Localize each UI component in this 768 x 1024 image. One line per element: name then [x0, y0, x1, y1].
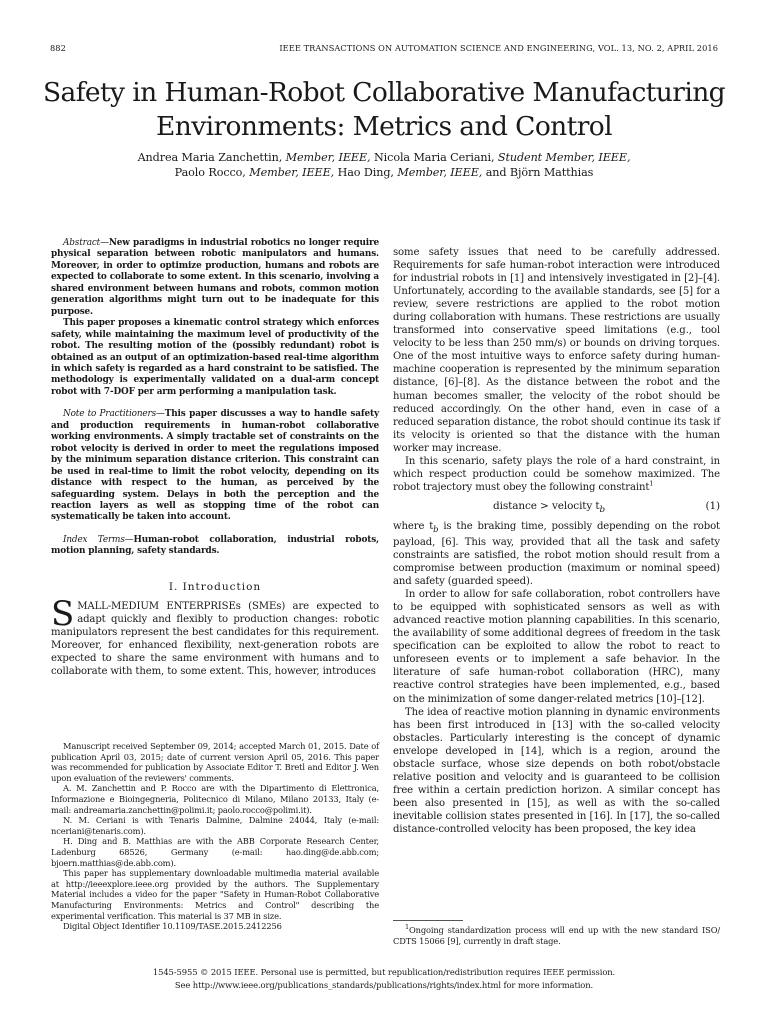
copyright-footer — [40, 966, 728, 992]
footnote-rule — [393, 920, 463, 921]
right-p4: In order to allow for safe collaboration, robot controllers have to be equipped with sophisticated sensors as well as with advanced reactive motion planning capabilities. In this scenario, the availability of some additional degrees of freedom in the task specification can be exploited to allow the robot to react to unforeseen events or to implement a safe behavior. In the literature of safe human-robot collaboration (HRC), many reactive control strategies have been implemented, e.g., based on the minimization of some danger-related metrics [10]–[12]. — [393, 589, 720, 705]
right-p3: where $t_b$ is the braking time, possibly depending on the robot payload, [6]. This way, provided that all the task and safety constraints are satisfied, the robot motion should result from a compromise between production (maximum or nominal speed) and safety (guarded speed). — [393, 520, 720, 588]
right-p2: In this scenario, safety plays the role of a hard constraint, in which respect production could be somehow maximized. The robot trajectory must obey the following constraint — [393, 455, 720, 493]
right-p5: The idea of reactive motion planning in dynamic environments has been first introduced in [13] with the so-called velocity obstacles. Particularly interesting is the concept of dynamic envelope developed in [14], which is a region, around the obstacle surface, whose size depends on both robot/obstacle relative position and velocity and is guaranteed to be collision free within a certain prediction horizon. A similar concept has been also presented in [15], as well as with the so-called inevitable collision states presented in [16]. In [17], the so-called distance-controlled velocity has been proposed, the key idea — [393, 706, 720, 835]
practitioners-label: Note to Practitioners— — [63, 409, 165, 420]
running-header — [50, 43, 718, 55]
footnote-text: Ongoing standardization process will end up with the new standard ISO/ CDTS 15066 [9], currently in draft stage. — [393, 925, 720, 946]
journal-header: IEEE TRANSACTIONS ON AUTOMATION SCIENCE AND ENGINEERING, VOL. 13, NO. 2, APRIL 2016 — [279, 43, 718, 53]
author-role: Member, IEEE, — [397, 166, 483, 179]
author-role: Member, IEEE, — [285, 151, 371, 164]
title-line-1: Safety in Human-Robot Collaborative Manufacturing — [42, 77, 726, 108]
page-number: 882 — [50, 43, 66, 53]
left-column — [51, 238, 379, 678]
equation-number: (1) — [705, 499, 720, 512]
author-role: Member, IEEE, — [249, 166, 335, 179]
section-heading: I. Introduction — [168, 580, 262, 593]
right-column — [393, 246, 720, 836]
author-list — [60, 150, 708, 180]
author-role: Student Member, IEEE, — [497, 151, 631, 164]
author-ceriani: Nicola Maria Ceriani, — [373, 151, 495, 164]
intro-body-left — [51, 593, 379, 678]
footnote-affil-2: N. M. Ceriani is with Tenaris Dalmine, Dalmine 24044, Italy (e-mail: nceriani@tenaris.com). — [51, 815, 379, 836]
copyright-line: 1545-5955 © 2015 IEEE. Personal use is permitted, but republication/redistribution requires IEEE permission. — [152, 967, 616, 977]
author-line-2 — [60, 165, 708, 180]
footnote-ref: 1 — [649, 479, 654, 488]
author-matthias: and Björn Matthias — [485, 166, 594, 179]
paper-title — [30, 76, 738, 144]
index-terms-text: Human-robot collaboration, industrial robots, motion planning, safety standards. — [51, 534, 379, 557]
footnote-supplementary: This paper has supplementary downloadable multimedia material available at http://ieeexplore.ieee.org provided by the authors. The Supplementary Material includes a video for the paper "Safety in Human-Robot Collaborative Manufacturing Environments: Metrics and Control" describing the experimental verification. This material is 37 MB in size. — [51, 868, 379, 921]
title-line-2: Environments: Metrics and Control — [156, 111, 612, 142]
index-terms-label: Index Terms— — [63, 534, 134, 545]
footnote-doi: Digital Object Identifier 10.1109/TASE.2015.2412256 — [63, 921, 282, 932]
footnote-affil-1: A. M. Zanchettin and P. Rocco are with the Dipartimento di Elettronica, Informazione e Bioingegneria, Politecnico di Milano, Milano 20133, Italy (e-mail: andreamaria.zanchettin@polimi.it; paolo.rocco@polimi.it). — [51, 783, 379, 815]
footnotes-left — [51, 741, 379, 932]
rights-link-line: See http://www.ieee.org/publications_standards/publications/rights/index.html for more information. — [174, 980, 594, 990]
abstract-label: Abstract— — [63, 238, 109, 248]
equation-1 — [393, 494, 720, 520]
equation-text: distance > velocity $t_b$ — [493, 499, 606, 515]
abstract-p1: New paradigms in industrial robotics no longer require physical separation between robotic manipulators and humans. Moreover, in order to optimize production, humans and robots are expected to collaborate to some extent. In this scenario, involving a shared environment between humans and robots, common motion generation algorithms might turn out to be inadequate for this purpose. — [51, 238, 379, 317]
footnote-affil-3: H. Ding and B. Matthias are with the ABB Corporate Research Center, Ladenburg 68526, Germany (e-mail: hao.ding@de.abb.com; bjoern.matthias@de.abb.com). — [51, 836, 379, 868]
footnote-manuscript: Manuscript received September 09, 2014; accepted March 01, 2015. Date of publication April 03, 2015; date of current version April 05, 2016. This paper was recommended for publication by Associate Editor T. Bretl and Editor J. Wen upon evaluation of the reviewers' comments. — [51, 741, 379, 783]
abstract-p2: This paper proposes a kinematic control strategy which enforces safety, while maintaining the maximum level of productivity of the robot. The resulting motion of the (possibly redundant) robot is obtained as an output of an optimization-based real-time algorithm in which safety is regarded as a hard constraint to be satisfied. The methodology is experimentally validated on a dual-arm concept robot with 7-DOF per arm performing a manipulation task. — [51, 318, 379, 397]
author-ding: Hao Ding, — [337, 166, 394, 179]
footnote-mark: 1 — [405, 923, 409, 932]
author-line-1 — [60, 150, 708, 165]
abstract — [51, 238, 379, 558]
footnote-right — [393, 920, 720, 946]
right-p1: some safety issues that need to be carefully addressed. Requirements for safe human-robot interaction were introduced for industrial robots in [1] and intensively investigated in [2]–[4]. Unfortunately, according to the available standards, see [5] for a review, severe restrictions are applied to the robot motion during collaboration with humans. These restrictions are usually transformed into conservative speed limitations (e.g., tool velocity to be less than 250 mm/s) or bounds on driving torques. One of the most intuitive ways to enforce safety during human-machine cooperation is represented by the minimum separation distance, [6]–[8]. As the distance between the robot and the human becomes smaller, the velocity of the robot should be reduced accordingly. On the other hand, even in case of a reduced separation distance, the robot should continue its task if its velocity is oriented so that the distance with the human worker may increase. — [393, 247, 720, 454]
practitioners-text: This paper discusses a way to handle safety and production requirements in human-robot collaborative working environments. A simply tractable set of constraints on the robot velocity is derived in order to meet the regulations imposed by the minimum separation distance criterion. This constraint can be used in real-time to limit the robot velocity, depending on its distance with respect to the human, as perceived by the safeguarding system. Delays in both the perception and the reaction layers as well as stopping time of the robot can systematically be taken into account. — [51, 409, 380, 523]
author-rocco: Paolo Rocco, — [174, 166, 246, 179]
author-zanchettin: Andrea Maria Zanchettin, — [137, 151, 283, 164]
intro-p1: MALL-MEDIUM ENTERPRISEs (SMEs) are expected to adapt quickly and flexibly to production changes: robotic manipulators represent the best candidates for this requirement. Moreover, for enhanced flexibility, next-generation robots are expected to share the same environment with humans and to collaborate with them, to some extent. This, however, introduces — [51, 600, 379, 678]
drop-cap: S — [51, 593, 75, 634]
